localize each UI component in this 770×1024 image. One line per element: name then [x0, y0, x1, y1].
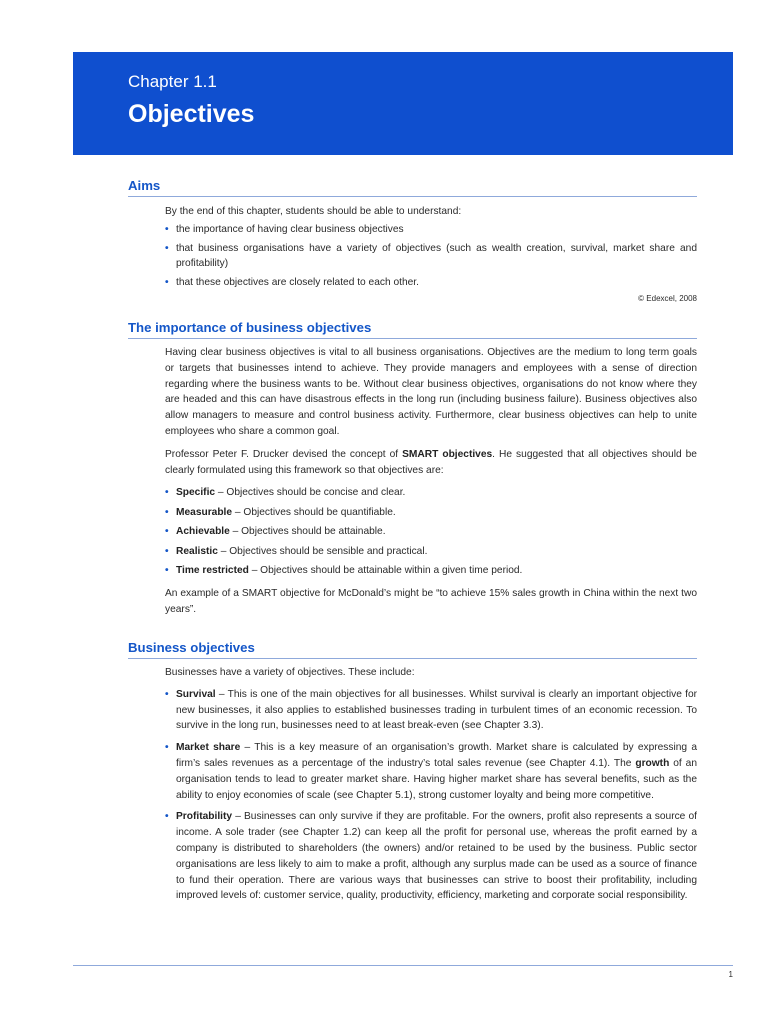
aims-heading: Aims [128, 178, 697, 197]
chapter-label: Chapter 1.1 [128, 72, 217, 91]
page-title: Objectives [128, 100, 255, 128]
bullet-icon: • [165, 545, 169, 557]
business-section [165, 665, 697, 904]
business-heading: Business objectives [128, 640, 697, 659]
list-item: • Measurable – Objectives should be quantifiable. [165, 505, 697, 521]
bullet-icon: • [165, 277, 169, 289]
importance-paragraph-3: An example of a SMART objective for McDonald’s might be “to achieve 15% sales growth in China within the next two years”. [165, 587, 697, 615]
page-number: 1 [728, 970, 733, 979]
aims-intro: By the end of this chapter, students should be able to understand: [165, 206, 462, 217]
list-item: • Realistic – Objectives should be sensible and practical. [165, 544, 697, 560]
list-item: • Achievable – Objectives should be attainable. [165, 524, 697, 540]
bullet-icon: • [165, 564, 169, 576]
importance-paragraph-2: Professor Peter F. Drucker devised the concept of SMART objectives. He suggested that all objectives should be clearly formulated using this framework so that objectives are: [165, 448, 697, 476]
aims-section [165, 204, 697, 291]
bullet-icon: • [165, 487, 169, 499]
bullet-icon: • [165, 688, 169, 700]
business-intro: Businesses have a variety of objectives. These include: [165, 667, 415, 678]
bullet-icon: • [165, 223, 169, 235]
bullet-icon: • [165, 742, 169, 754]
bullet-icon: • [165, 506, 169, 518]
list-item: • Profitability – Businesses can only survive if they are profitable. For the owners, profit also represents a source of income. A sole trader (see Chapter 1.2) can keep all the profit for personal use, whereas the profit earned by a company is distributed to shareholders (the owners) and/or retained to be used by the business. Public sector organisations are less likely to aim to make a profit, although any surplus made can be used as a source of finance to fund their operation. There are various ways that businesses can strive to boost their profitability, including improved levels of: customer service, quality, productivity, efficiency, marketing and corporate social responsibility. [165, 811, 697, 902]
importance-heading: The importance of business objectives [128, 320, 697, 339]
list-item: • that these objectives are closely related to each other. [165, 275, 697, 291]
footer-divider [73, 965, 733, 966]
list-item: • Market share – This is a key measure of an organisation’s growth. Market share is calculated by expressing a firm’s sales revenues as a percentage of the industry’s total sales revenue (see Chapter 4.1). The growth of an organisation tends to lead to greater market share. Having higher market share has several benefits, such as the ability to enjoy economies of scale (see Chapter 5.1), strong customer loyalty and being more competitive. [165, 742, 697, 801]
list-item: • the importance of having clear business objectives [165, 222, 697, 238]
copyright-note: © Edexcel, 2008 [638, 294, 697, 303]
list-item: • Time restricted – Objectives should be attainable within a given time period. [165, 563, 697, 579]
bullet-icon: • [165, 242, 169, 254]
chapter-banner [73, 52, 733, 155]
bullet-icon: • [165, 811, 169, 823]
list-item: • Specific – Objectives should be concise and clear. [165, 485, 697, 501]
importance-section [165, 345, 697, 617]
list-item: • that business organisations have a variety of objectives (such as wealth creation, survival, market share and profitability) [165, 242, 697, 270]
list-item: • Survival – This is one of the main objectives for all businesses. Whilst survival is clearly an important objective for new businesses, it also applies to established businesses trading in turbulent times of an economic recession. To survive in the long run, businesses need to at least break-even (see Chapter 3.3). [165, 688, 697, 732]
importance-paragraph-1: Having clear business objectives is vital to all business organisations. Objectives are the medium to long term goals or targets that businesses intend to achieve. They provide managers and employees with a sense of direction regarding where the business wants to be. Without clear business objectives, organisations do not know where they are headed and this can have disastrous effects in the long run (including business failure). Business objectives also allow managers to measure and control business activity. Furthermore, clear business objectives can help to unite employees who share a common goal. [165, 347, 697, 437]
bullet-icon: • [165, 526, 169, 538]
